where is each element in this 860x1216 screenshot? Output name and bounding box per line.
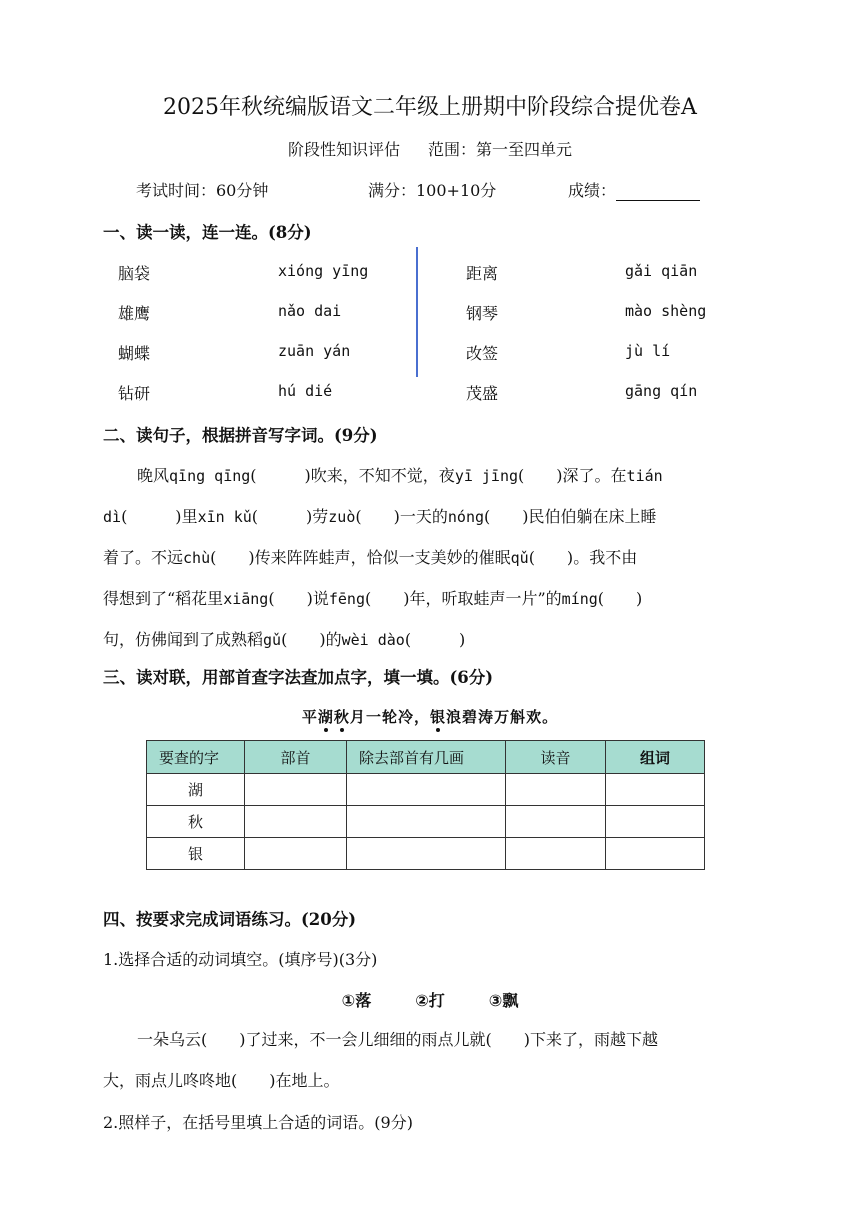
couplet-char: 万 xyxy=(494,708,511,726)
couplet-char: 碧 xyxy=(462,708,479,726)
table-cell-char: 秋 xyxy=(147,806,245,838)
table-row xyxy=(147,806,705,838)
fill-sentence-line-1[interactable]: 一朵乌云( )了过来，不一会儿细细的雨点儿就( )下来了，雨越下越 xyxy=(137,1030,658,1049)
answer-blank[interactable]: ( ) xyxy=(597,589,643,608)
section-1-heading: 一、读一读，连一连。(8分) xyxy=(103,223,312,242)
section-4-heading: 四、按要求完成词语练习。(20分) xyxy=(103,910,357,929)
match-word-left[interactable]: 雄鹰 xyxy=(118,304,151,323)
couplet-char: 轮 xyxy=(381,708,398,726)
couplet-char: 一 xyxy=(365,708,382,726)
couplet-char: 斛 xyxy=(510,708,527,726)
pinyin: dì xyxy=(103,508,122,526)
emphasis-dot xyxy=(324,728,328,732)
verb-options xyxy=(0,988,860,1011)
table-header: 读音 xyxy=(506,741,606,774)
pinyin: tián xyxy=(626,467,663,485)
answer-cell[interactable] xyxy=(606,838,705,870)
couplet-char: 浪 xyxy=(446,708,463,726)
answer-blank[interactable]: ( ) xyxy=(210,548,255,567)
answer-blank[interactable]: ( ) xyxy=(250,466,311,485)
match-word-left[interactable]: 蝴蝶 xyxy=(118,344,151,363)
pinyin: qīng qīng xyxy=(169,467,251,485)
table-header: 组词 xyxy=(606,741,705,774)
pinyin: nóng xyxy=(447,508,485,526)
match-pinyin-left[interactable]: xióng yīng xyxy=(278,262,369,280)
couplet-char: 。 xyxy=(542,708,559,726)
match-pinyin-right[interactable]: jù lí xyxy=(625,342,671,360)
match-word-left[interactable]: 脑袋 xyxy=(118,264,151,283)
couplet-dotted-char: 湖 xyxy=(318,706,334,727)
option-item: ③飘 xyxy=(488,991,519,1010)
pinyin: fēng xyxy=(328,590,365,608)
pinyin: xīn kǔ xyxy=(197,508,252,526)
couplet-char: 涛 xyxy=(478,708,495,726)
question-4-2: 2.照样子，在括号里填上合适的词语。(9分) xyxy=(103,1113,413,1132)
emphasis-dot xyxy=(436,728,440,732)
table-header: 部首 xyxy=(245,741,347,774)
answer-blank[interactable]: ( ) xyxy=(484,507,529,526)
answer-blank[interactable]: ( ) xyxy=(268,589,313,608)
pinyin-line-4: 得想到了“稻花里xiāng( )说fēng( )年，听取蛙声一片”的míng( ) xyxy=(103,589,643,608)
match-word-right[interactable]: 钢琴 xyxy=(466,304,499,323)
answer-cell[interactable] xyxy=(606,806,705,838)
exam-time: 考试时间：60分钟 xyxy=(136,181,269,200)
match-pinyin-left[interactable]: zuān yán xyxy=(278,342,351,360)
pinyin: chù xyxy=(183,549,211,567)
page-title: 2025年秋统编版语文二年级上册期中阶段综合提优卷A xyxy=(163,95,697,120)
answer-cell[interactable] xyxy=(506,806,606,838)
table-cell-char: 银 xyxy=(147,838,245,870)
answer-cell[interactable] xyxy=(245,774,347,806)
pinyin-line-2: dì( )里xīn kǔ( )劳zuò( )一天的nóng( )民伯伯躺在床上睡 xyxy=(103,507,657,526)
question-4-1: 1.选择合适的动词填空。(填序号)(3分) xyxy=(103,950,378,969)
answer-blank[interactable]: ( ) xyxy=(404,630,466,649)
couplet-char: 平 xyxy=(301,708,318,726)
couplet-char: 月 xyxy=(349,708,366,726)
pinyin-line-3: 着了。不远chù( )传来阵阵蛙声，恰似一支美妙的催眠qǔ( )。我不由 xyxy=(103,548,638,567)
couplet-dotted-char: 银 xyxy=(430,706,446,727)
answer-blank[interactable]: ( ) xyxy=(355,507,400,526)
answer-cell[interactable] xyxy=(347,838,506,870)
answer-blank[interactable]: ( ) xyxy=(281,630,326,649)
section-3-heading: 三、读对联，用部首查字法查加点字，填一填。(6分) xyxy=(103,668,494,687)
match-word-right[interactable]: 距离 xyxy=(466,264,499,283)
pinyin: zuò xyxy=(328,508,356,526)
answer-cell[interactable] xyxy=(506,774,606,806)
answer-cell[interactable] xyxy=(245,806,347,838)
section-2-heading: 二、读句子，根据拼音写字词。(9分) xyxy=(103,426,378,445)
subtitle-assessment: 阶段性知识评估 xyxy=(287,140,400,159)
couplet-char: 冷 xyxy=(397,708,414,726)
lookup-table xyxy=(146,740,705,870)
table-cell-char: 湖 xyxy=(147,774,245,806)
table-header-row xyxy=(147,741,705,774)
match-pinyin-left[interactable]: hú dié xyxy=(278,382,333,400)
pinyin-line-5: 句，仿佛闻到了成熟稻gǔ( )的wèi dào( ) xyxy=(103,630,466,649)
pinyin-line-1: 晚风qīng qīng( )吹来，不知不觉，夜yī jīng( )深了。在tián xyxy=(137,466,663,485)
couplet-char: ， xyxy=(413,708,430,726)
answer-blank[interactable]: ( ) xyxy=(518,466,563,485)
pinyin: míng xyxy=(561,590,598,608)
match-pinyin-right[interactable]: gǎi qiān xyxy=(625,262,698,280)
match-pinyin-left[interactable]: nǎo dai xyxy=(278,302,342,320)
answer-blank[interactable]: ( ) xyxy=(528,548,574,567)
option-item: ①落 xyxy=(341,991,372,1010)
answer-blank[interactable]: ( ) xyxy=(121,507,182,526)
score-blank[interactable] xyxy=(616,184,700,201)
pinyin: qǔ xyxy=(510,549,529,567)
match-pinyin-right[interactable]: mào shèng xyxy=(625,302,707,320)
score-field xyxy=(568,178,700,201)
table-row xyxy=(147,774,705,806)
answer-blank[interactable]: ( ) xyxy=(251,507,313,526)
answer-blank[interactable]: ( ) xyxy=(364,589,410,608)
pinyin: gǔ xyxy=(263,631,282,649)
couplet xyxy=(0,706,860,727)
match-pinyin-right[interactable]: gāng qín xyxy=(625,382,698,400)
pinyin: yī jīng xyxy=(454,467,519,485)
answer-cell[interactable] xyxy=(347,806,506,838)
emphasis-dot xyxy=(340,728,344,732)
pinyin: wèi dào xyxy=(341,631,405,649)
answer-cell[interactable] xyxy=(347,774,506,806)
match-word-left[interactable]: 钻研 xyxy=(118,384,151,403)
table-header: 除去部首有几画 xyxy=(347,741,506,774)
option-item: ②打 xyxy=(415,991,445,1010)
fill-sentence-line-2[interactable]: 大，雨点儿咚咚地( )在地上。 xyxy=(103,1071,340,1090)
full-score: 满分：100+10分 xyxy=(368,181,497,200)
couplet-dotted-char: 秋 xyxy=(334,706,350,727)
table-row xyxy=(147,838,705,870)
match-word-right[interactable]: 茂盛 xyxy=(466,384,499,403)
couplet-char: 欢 xyxy=(526,708,543,726)
column-divider xyxy=(416,247,418,377)
page-subtitle xyxy=(0,137,860,160)
table-header: 要查的字 xyxy=(147,741,245,774)
subtitle-scope: 范围：第一至四单元 xyxy=(428,140,573,159)
answer-cell[interactable] xyxy=(245,838,347,870)
score-label: 成绩： xyxy=(568,181,617,200)
pinyin: xiāng xyxy=(223,590,269,608)
answer-cell[interactable] xyxy=(606,774,705,806)
answer-cell[interactable] xyxy=(506,838,606,870)
match-word-right[interactable]: 改签 xyxy=(466,344,499,363)
